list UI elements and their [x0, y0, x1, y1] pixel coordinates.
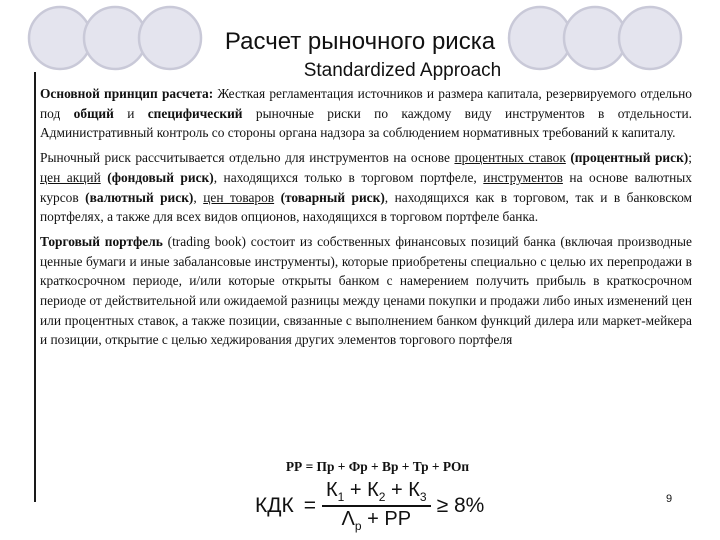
fraction-numerator	[322, 479, 431, 504]
text-run: Рыночный риск рассчитывается отдельно для инструментов на основе	[40, 150, 455, 166]
formula-rhs: ≥ 8%	[436, 494, 485, 517]
formula-equals: =	[303, 494, 316, 517]
bold-term-specific: специфический	[147, 105, 243, 121]
text-run: ,	[193, 189, 204, 205]
formula-market-risk-sum: РР = Пр + Фр + Вр + Тр + РОп	[285, 459, 470, 474]
underlined-interest-rates: процентных ставок	[454, 150, 566, 166]
num-k1-sub: 1	[337, 490, 345, 505]
text-run: ;	[688, 150, 692, 166]
formula-fraction	[322, 479, 431, 533]
text-run: на основе валютных курсов	[40, 169, 692, 205]
den-lambda: Λ	[341, 507, 355, 530]
underlined-share-prices: цен акций	[40, 169, 101, 185]
formula-capital-adequacy	[255, 478, 484, 534]
text-run: , находящихся только в торговом портфеле,	[213, 169, 484, 185]
fraction-bar	[322, 505, 431, 507]
slide-title: Расчет рыночного риска	[224, 28, 496, 55]
text-run: (trading book) состоит из собственных финансовых позиций банка (включая производные ценные бумаги и иные забалансовые инструменты), которые приобретены специально с целью их перепродажи в краткосрочном периоде, и/или которые открыты банком с намерением получить прибыль в краткосрочном периоде от действительной или ожидаемой разницы между ценами покупки и продажи либо иных изменений цен или процентных ставок, а также позиции, связанные с выполнением банком функций дилера или маркет-мейкера и позиции, открытие с целью хеджирования других элементов торгового портфеля	[40, 233, 692, 348]
slide-content	[40, 84, 692, 355]
den-lambda-sub: р	[354, 518, 362, 533]
num-plus: +	[344, 479, 368, 502]
fraction-denominator	[338, 508, 416, 533]
text-run: Жесткая регламентация источников и размера капитала, резервируемого отдельно под	[40, 86, 692, 121]
num-k3-sub: 3	[419, 490, 427, 505]
num-k2-sub: 2	[378, 490, 386, 505]
bold-interest-risk: (процентный риск)	[565, 150, 689, 166]
formula-lhs: КДК	[255, 494, 294, 517]
left-vertical-rule	[34, 72, 36, 502]
text-run: и	[113, 105, 148, 121]
num-k1: К	[325, 479, 338, 502]
num-plus: +	[385, 479, 409, 502]
underlined-commodity-prices: цен товаров	[203, 189, 275, 205]
num-k3: К	[408, 479, 420, 502]
basic-principle-lead: Основной принцип расчета:	[40, 86, 214, 101]
bold-currency-risk: (валютный риск)	[85, 189, 194, 205]
slide-subtitle: Standardized Approach	[303, 60, 502, 81]
underlined-instruments: инструментов	[483, 169, 563, 185]
bold-commodity-risk: (товарный риск)	[274, 189, 385, 205]
text-run: рыночные риски по каждому виду инструментов в отдельности. Административный контроль со стороны органа надзора за соблюдением нормативных требований к капиталу.	[40, 105, 692, 141]
num-k2: К	[367, 479, 379, 502]
paragraph-market-risk	[40, 148, 692, 227]
trading-book-lead: Торговый портфель	[40, 233, 163, 249]
bold-term-general: общий	[73, 105, 114, 121]
bold-equity-risk: (фондовый риск)	[100, 169, 214, 185]
text-run: , находящихся как в торговом, так и в банковском портфелях, а также для всех видов опционов, находящихся в торговом портфеле банка.	[40, 189, 693, 225]
den-rest: + РР	[361, 507, 412, 530]
paragraph-trading-book	[40, 232, 692, 350]
page-number: 9	[666, 493, 673, 505]
paragraph-basic-principle	[40, 84, 692, 143]
